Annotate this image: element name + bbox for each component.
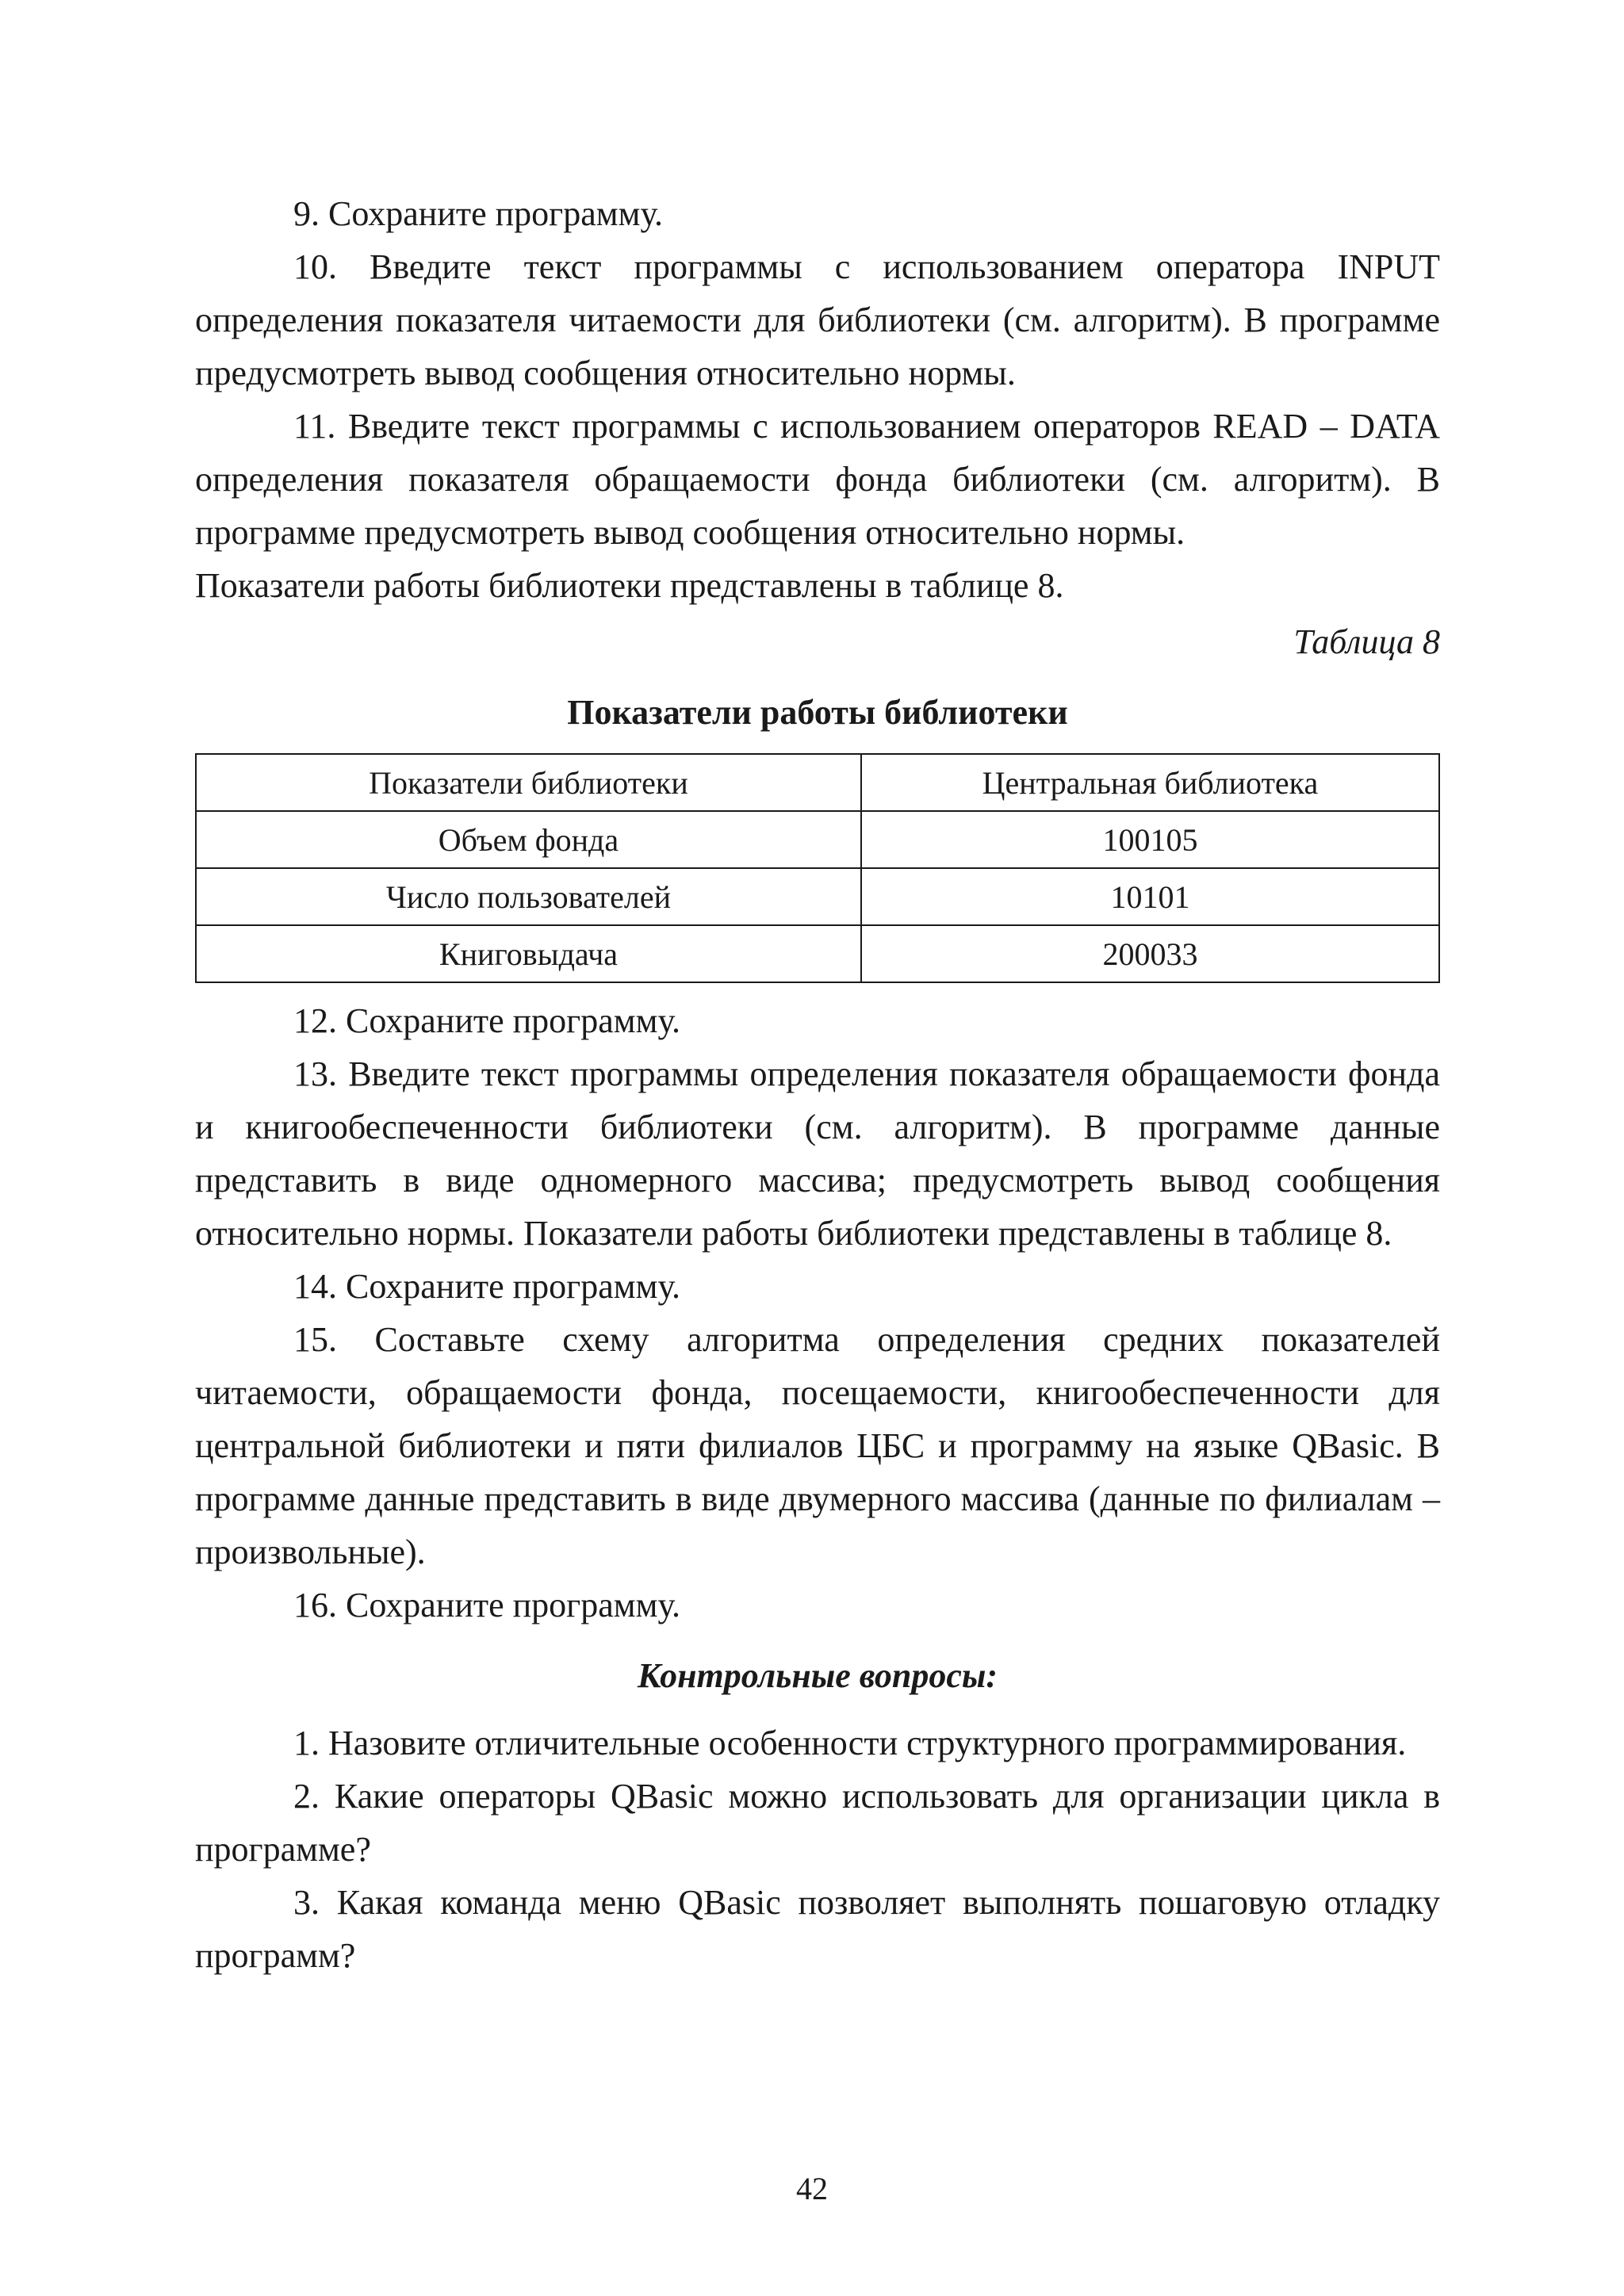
table-cell-indicator: Книговыдача [196, 925, 861, 982]
table-row [196, 811, 1439, 868]
table-header-row [196, 754, 1439, 811]
table-header-cell: Показатели библиотеки [196, 754, 861, 811]
paragraph-step-10: 10. Введите текст программы с использованием оператора INPUT определения показателя читаемости для библиотеки (см. алгоритм). В программе предусмотреть вывод сообщения относительно нормы. [195, 247, 1440, 392]
table-cell-indicator: Число пользователей [196, 868, 861, 925]
paragraph-table-reference: Показатели работы библиотеки представлены в таблице 8. [195, 566, 1064, 605]
table-header-cell: Центральная библиотека [861, 754, 1439, 811]
document-page [195, 187, 1440, 1982]
table-cell-value: 200033 [861, 925, 1439, 982]
table-caption: Таблица 8 [1293, 622, 1440, 661]
paragraph-step-12: 12. Сохраните программу. [293, 1001, 681, 1040]
paragraph-step-15: 15. Составьте схему алгоритма определения средних показателей читаемости, обращаемости фонда, посещаемости, книгообеспеченности для центральной библиотеки и пяти филиалов ЦБС и программу на языке QBasic. В программе данные представить в виде двумерного массива (данные по филиалам – произвольные). [195, 1320, 1440, 1571]
question-item: 3. Какая команда меню QBasic позволяет выполнять пошаговую отладку программ? [195, 1883, 1440, 1975]
table-cell-value: 10101 [861, 868, 1439, 925]
table-cell-value: 100105 [861, 811, 1439, 868]
questions-heading: Контрольные вопросы: [637, 1656, 998, 1695]
paragraph-step-16: 16. Сохраните программу. [293, 1586, 681, 1624]
table-row [196, 868, 1439, 925]
table-title: Показатели работы библиотеки [567, 693, 1068, 732]
library-indicators-table [195, 753, 1440, 983]
paragraph-step-9: 9. Сохраните программу. [293, 194, 664, 233]
paragraph-step-11: 11. Введите текст программы с использованием операторов READ – DATA определения показателя обращаемости фонда библиотеки (см. алгоритм). В программе предусмотреть вывод сообщения относительно нормы. [195, 407, 1440, 552]
paragraph-step-13: 13. Введите текст программы определения показателя обращаемости фонда и книгообеспеченности библиотеки (см. алгоритм). В программе данные представить в виде одномерного массива; предусмотреть вывод сообщения относительно нормы. Показатели работы библиотеки представлены в таблице 8. [195, 1054, 1440, 1253]
table-cell-indicator: Объем фонда [196, 811, 861, 868]
page-number: 42 [796, 2171, 828, 2206]
question-item: 1. Назовите отличительные особенности структурного программирования. [293, 1724, 1407, 1762]
table-row [196, 925, 1439, 982]
question-item: 2. Какие операторы QBasic можно использовать для организации цикла в программе? [195, 1777, 1440, 1869]
paragraph-step-14: 14. Сохраните программу. [293, 1267, 681, 1306]
